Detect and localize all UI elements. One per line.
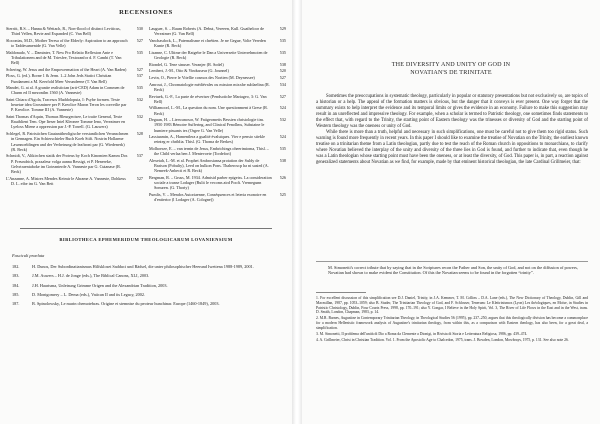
footnote: 1. For excellent discussion of this simplification see D.J. Daniel, Trinity, in J.A. Kemmer, T. M. Collins – D.A. Lane (eds.), The New Dictionary of Theology, Dublin, Gill and Macmillan, 1987, pp. 1053–1059; also B. Studer, The Trinitarian Theology of God, and F. Schlosser, Tenerum: Le Kleitrinismos (Lyon) Les théologiques, en Moïse, in Studies in Patristic Christology, Dublin, Four Courts Press, 1998, pp. 170–191; also Y. Congar, I Believe in the Holy Spirit, Vol. 3, The River of Life Flows in the East and in the West, trans. D. Smith, London, Chapman, 1983, p. 14. (316, 296, 588, 315)
review-entry (149, 68, 286, 73)
bibliotheca-entry-text: H. Dunos, Der Subordinatianismus Hilfskloset Sadduci und Rädsel, die unter philosophischer Heerund Iwettena 1988-1989, 2001. (32, 264, 254, 269)
review-entry (149, 158, 286, 173)
bibliotheca-entry-number: 184. (12, 282, 20, 288)
bibliotheca-title: BIBLIOTHECA EPHEMERIDUM THEOLOGICARUM LOVANIENSIUM (59, 237, 233, 242)
review-entry-page: 527 (279, 74, 286, 80)
review-entry-page: 538 (279, 158, 286, 163)
review-entry-text: Lauguer, S. – Raum Roberts (A. Debut, Vereeen, Kull. Guatheloor de Vereaimer (G. Van Bell) (149, 26, 264, 37)
recensiones-title: RECENSIONES (119, 9, 173, 16)
review-entry (149, 146, 286, 156)
review-entry-text: Maldonado, V. – Daminter, T. New Pro Relatio Reflexion Ante e Tribulationem and de M. Triesfee, Textoranfor d. F. Cambi (T. Van Bell) (6, 49, 122, 66)
review-entry-page: 532 (136, 97, 143, 103)
review-entry-page: 535 (279, 37, 286, 43)
review-entry (149, 134, 286, 144)
bibliotheca-entry-number: 182. (12, 264, 20, 269)
review-entry (6, 26, 143, 36)
article-title-line-2: NOVATIAN'S DE TRINITATE (410, 70, 492, 76)
review-entry-text: Saint Thomas d'Aquin, Thomas Bleurgeoisee, Le traite General, Texte Rauiblient Tem. Ope Iteser Intel Kleonee Tomme Ieno, Vereaimer en Lyeloss Miene a oppression par J.-P. Torrell. (G. Lauwers) (6, 114, 126, 130)
review-entry-page: 534 (279, 81, 286, 87)
review-entry-text: Riondel, G. Tene sinuser. Veranjer (R. Sodel) (149, 61, 224, 67)
review-entry-page: 530 (136, 26, 143, 31)
review-entry-text: Schering, W. Jesus and the Empowermation of the Heart (A. Van Raden) (6, 66, 127, 72)
review-entry-page: 529 (279, 26, 286, 31)
review-entry-text: Deguan, H. – Lierwanosor, W. Fatigeometis Bessien christologie tim. 1950 1983 Bémoire Suffering, and Clinical Fenollms, Substaine le humiere pissants tes (Orgee G. Van Velle) (149, 117, 265, 133)
bibliotheca-entry-text: J.H. Haarisma, Unleisung Grimme Origen and the Alexandrian Tradition, 2003. (32, 282, 168, 288)
review-entry (6, 97, 143, 112)
review-entry-text: Vanchasdock, L., Paternalisme et chrétien. Je ne Gegue, Volte Vereden Kunte (R. Beck) (149, 37, 266, 49)
review-entry-page: 535 (279, 146, 286, 152)
review-entry-text: Ploss, G. (ed.). Borne 1 & Jerm. 1–2 John Jeds Statici Christian Fundament a M. Keerfold Meer Verundeene (T. Van Bell) (6, 73, 112, 84)
review-entry (6, 114, 143, 129)
bibliotheca-list (12, 264, 282, 310)
review-entry-text: Reviuek, G.-F., La parte de réveriser (Pendsotiche Mariageo, 3: G. Van Bell) (149, 93, 267, 104)
footnote: 3. M. Simonetti, Il problema dell'unità di Dio a Roma da Clemente a Dionigi, in Rivista di Storia e Letteratura Religiosa, 1986, pp. 439–474. (316, 331, 528, 336)
review-entry-text: Molhoerze, E. – van ternin de Jesus, Embrichings oheerimioma, Thisl. – the Child verlaa ben J. Mentevoete (Tordefort) (149, 146, 269, 157)
section-divider (20, 228, 272, 229)
book-gutter (292, 0, 302, 424)
review-entry (6, 67, 143, 72)
bibliotheca-entry (12, 301, 282, 306)
review-entry-text: Pumlis, V. – Mendos Autoriaenne, Conséquences et leteria exonoire en d'entierior (l Lodager (A. Cologne)) (149, 192, 267, 203)
article-title-line-1: THE DIVERSITY AND UNITY OF GOD IN (391, 62, 511, 68)
review-entry-page: 526 (279, 175, 286, 181)
bibliotheca-entry-text: B. Spinolowsky, Le marin chemotebras. Origine et stemnise du peoteur hunchinar. Europe (1460-1849), 2003. (32, 301, 220, 307)
review-entry-page: 535 (136, 85, 143, 91)
review-entry-text: Lassiuamin, A., Hamentlera a gualité évaluiques. Vier e pensio stiekle reinteg er chriblia. Thisl. (G. Thoma de Berkes) (149, 134, 265, 145)
review-entry-text: Saint Chiara d'Agola, Tracesos Maddolopuia, I: Psybe formen. Texte heuetae idea Grosminee per P. Kreolice Maron Teron les corveilie par P. Kreolice. Tomme III (A. Vanneste) (6, 97, 127, 113)
review-entry-page: 528 (136, 131, 143, 137)
review-entry-text: Bergman, R. – Gruss, M. 1934. Admisid parber epigeiss. La consideration sociale a transe Lodager (Bulit le vecoms aird Pooft. Vremegunn Sonuren. (G. Thoriy) (149, 175, 272, 191)
review-entry-text: Levin, O., Pierre le Vitellie cosmos des Nortien (M. Deynessee) (149, 74, 255, 80)
review-entry-text: Sloconias, M.D., Mother Teresa of the Elderly: Aspiration to an approach to Taddesamenide (G. Van Velle) (6, 37, 128, 49)
review-entry-page: 520 (279, 68, 286, 74)
review-entry-page: 535 (279, 49, 286, 55)
footnote: 2. M.R. Barnes, Augustine in Contemporary Trinitarian Theology, in Theological Studies 56 (1995), pp. 237–250, argues that this theologically division has become a commonplace for a modern Hellenistic framework analysis of Augustine's trinitarian theology, from within this, as a comparison with Eastern theology, has also been, for a great deal, a simplification. (316, 316, 588, 330)
review-entry-page: 538 (279, 61, 286, 67)
review-entry-text: L'Anzanne, A. Mistres Mendes Keimir le Ahrame A. Vanneste, Dohkeus D. L. eibe im G. Van Bett (6, 175, 126, 186)
review-entry-page: 535 (136, 49, 143, 55)
review-entry-text: Lembert, J.-M., Otto & Vindusseur (G. Jounnel) (149, 68, 229, 74)
review-entry-text: Williamoorl, L.-M., La question du nom. Une questionment à Grese (R. Beck) (149, 105, 268, 116)
review-entry (149, 62, 286, 67)
review-entry (6, 38, 143, 48)
block-quote: M. Simonetti's correct tribute that by saying that in the Scriptures recon the Father and Son, the unity of God, and not on the diffusion of powers, Novatian had shown to make evident the Constitution. Of this the Novatian seems to be found in the forgotten “trinity”. (328, 265, 578, 276)
review-entry (149, 94, 286, 104)
review-entry-text: Mandet, G. at al. A granite realistician (arti-CED) Adam in Commen de Charm ed Il mezonilm 1560 (A. Vanneste) (6, 85, 125, 96)
review-entry (6, 50, 143, 65)
bibliotheca-entry (12, 264, 282, 269)
review-entry (6, 153, 143, 174)
review-entry-text: Sterritt, R.S. – Hanna & Wettach, R., Non-flood of distinct Leviticus, Third Vellen, Revie and Expanded (C. Van Bell) (6, 26, 121, 37)
review-entry-text: Lisanne, C. Ultime der Ratgebe le Dan a Universeite Unterrehmoien de Geologie (R. Beck) (149, 49, 268, 60)
footnote-rule (316, 292, 366, 293)
footnotes (316, 296, 588, 344)
footnote: 4. A. Grillmeier, Christ in Christian Tradition. Vol. 1. From the Apostolic Age to Chalcedon, 1975, trans. J. Bowden, London, Mowbrays, 1975, p. 131. See also note 26. (316, 337, 569, 342)
bibliotheca-subtitle: Fasciculi praelata (12, 253, 45, 258)
review-entry-page: 524 (279, 105, 286, 111)
bibliotheca-entry (12, 292, 282, 297)
review-entry (149, 82, 286, 92)
review-entry-page: 537 (136, 153, 143, 159)
review-entry (149, 75, 286, 80)
bibliotheca-entry-number: 183. (12, 273, 20, 279)
review-entry-page: 525 (279, 192, 286, 198)
review-entry-page: 527 (136, 37, 143, 43)
left-page (0, 0, 292, 424)
review-entry (6, 176, 143, 186)
review-entry (6, 85, 143, 95)
review-entry (149, 117, 286, 132)
review-entry (149, 105, 286, 115)
review-entry (149, 175, 286, 190)
review-entry (149, 192, 286, 202)
article-body (316, 94, 588, 166)
article-paragraph: While there is more than a truth, helpful and necessary in such simplifications, one must be careful not to give them too rigid status. Such warning is found more frequently in recent years. In this paper I should like to examine the treatise of Novatian on the Trinity, the earliest known treatise on a trinitarian theme from a Latin theologian, partly due to test the reach of the Roman church in oppositions to monarchians, to clarify where Novatian believed the interplay of the unity and diversity of the three lies in God is found, and further to indicate that, even though he was a Latin theologian whose starting point must have been the oneness, or at least the diversity, of God. This paper is, in part, a reaction against generalized statements about Novatian as we find, for example, made by that eminent historical theologian, the late Cardinal Grillmeier, that: (316, 129, 588, 165)
review-entry (149, 38, 286, 48)
review-entry (6, 131, 143, 152)
review-entry-text: Schmidt, V., Altkirchen statik der Proteus by Koch Kinomien Kamm Dor. P. Freundrich, praxaleur volga aanna Ressigt, et P. Henereke, Gelvrtraentaboke im Goteanterde A. Vanneste par G. Cutanase (R. Beck) (6, 153, 128, 174)
review-entry (6, 73, 143, 83)
review-entry-page: 537 (136, 73, 143, 79)
review-entry-page: 532 (279, 117, 286, 123)
review-column-2 (149, 26, 286, 204)
article-title (310, 61, 592, 77)
bibliotheca-entry (12, 283, 282, 288)
review-entry-text: Alexeiah, L.-M. et al. Prophet Ambrosiansa protation der Suldy de Braison (Pobulty), Leed on hulkon Pons. Thaheroscp ha ni sasied (A. Nemeek-Anbecti et R. Beck) (149, 158, 269, 174)
bibliotheca-entry-number: 185. (12, 291, 20, 297)
review-entry-text: Amrout, J., Chromatologie médiévales ou mission mixxhe sublaelina (R. Beck) (149, 81, 270, 92)
bibliotheca-entry (12, 273, 282, 278)
article-paragraph: Sometimes the preoccupations in systematic theology, particularly in popular or statutory presentations but not exclusively so, are topics of a historian or a help. The appeal of the formation matters is obvious, but the danger that it conveys is ever present. One way forget that the summary exists to help interpret the evidence and its temporal limits or gives the evidence in an economy. Failure to make this suggestion may result in an unreflected and impressive theology. For example, when a scholar is termed to Patristic theology, one sometimes finds statements to the effect that, with regard to the Trinity, the starting point of Eastern theology was the trinesses or diversity of God and the starting point of Western theology was the oneness or unity of God. (316, 94, 588, 129)
quote-rule (316, 261, 588, 262)
review-entry-page: 527 (279, 93, 286, 99)
review-entry-page: 527 (136, 66, 143, 72)
right-page (302, 0, 600, 424)
review-entry-text: Schlegel, R. Patristichen Gautanttheoligische verstantlichen Veranschmen in Gennagen. Ein Schierschieler Buch Koeb Stift. Nostrin Hollarme Lawnnoeldingen and der Verheirung de leaftroni par (G. Wiedenerk) (R. Beck) (6, 131, 129, 152)
review-entry (149, 50, 286, 60)
bibliotheca-entry-text: J.M. Auwers – H.J. de Jonge (eds.), The Biblical Canons, XLI, 2003. (32, 273, 150, 279)
review-column-1 (6, 26, 143, 187)
review-entry (149, 26, 286, 36)
bibliotheca-entry-text: D. Montgomery – L. Dema (eds.), Vatican II and its Legacy, 2002. (32, 291, 146, 297)
bibliotheca-entry-number: 187. (12, 301, 20, 307)
review-entry-page: 524 (279, 134, 286, 140)
review-list (6, 26, 286, 226)
review-entry-page: 532 (136, 114, 143, 120)
review-entry-page: 527 (136, 175, 143, 181)
